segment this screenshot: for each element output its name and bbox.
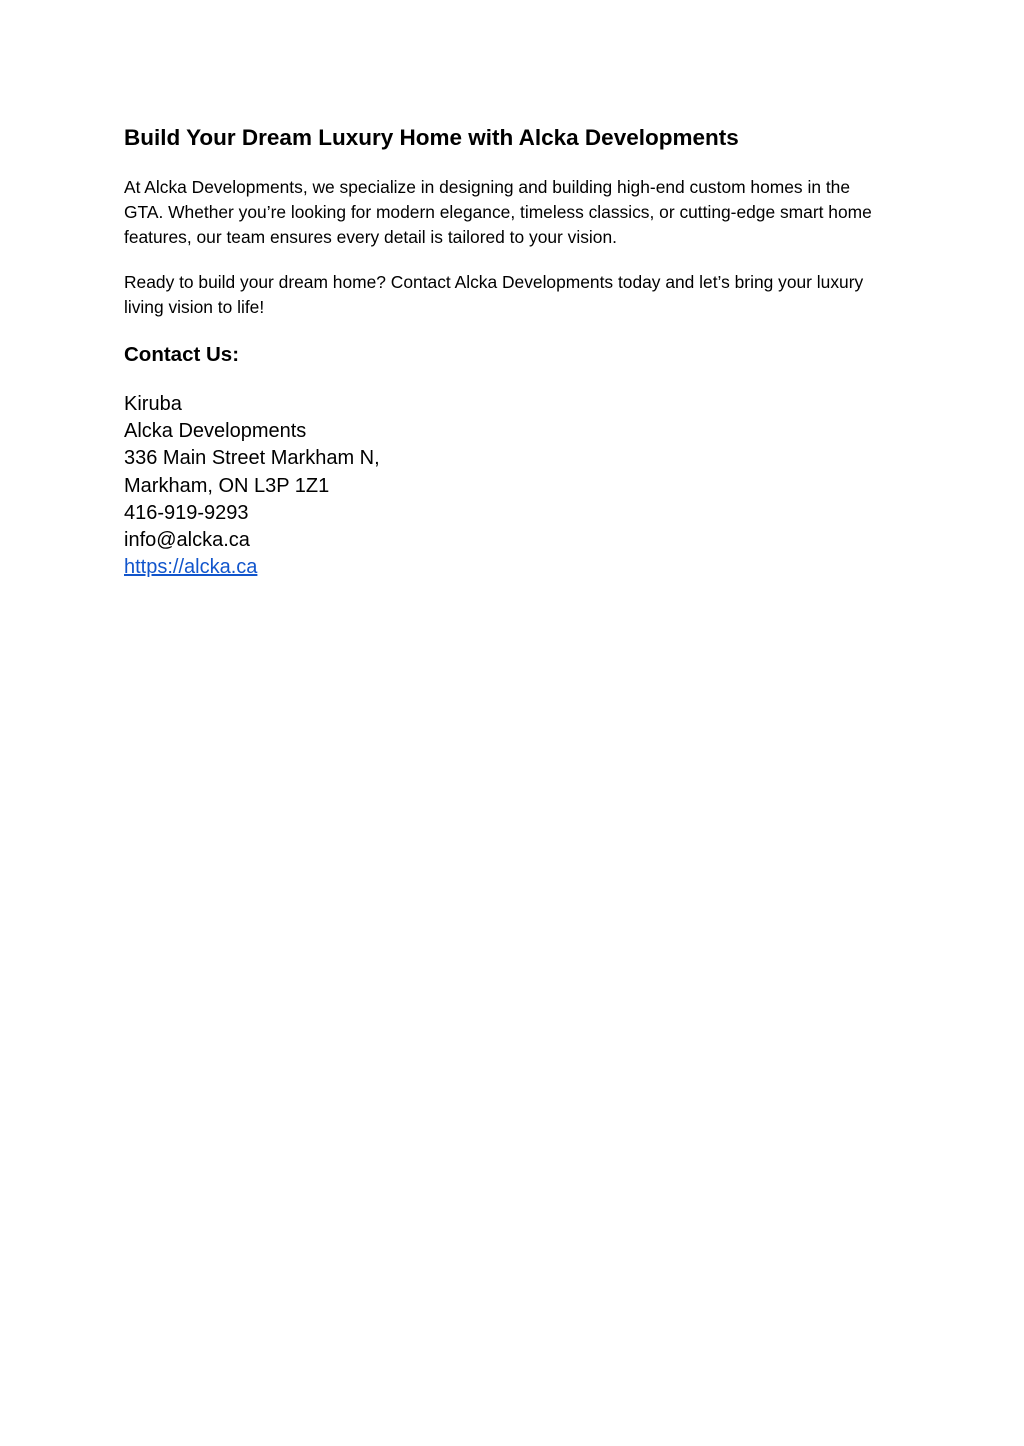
intro-paragraph: At Alcka Developments, we specialize in designing and building high-end custom homes in the GTA. Whether you’re looking for modern elegance, timeless classics, or cutting-edge smart home features, our team ensures every detail is tailored to your vision. <box>124 177 872 247</box>
contact-details <box>124 391 380 581</box>
contact-address-line-1: 336 Main Street Markham N, <box>124 447 380 470</box>
contact-website-item <box>124 554 380 581</box>
website-link[interactable]: https://alcka.ca <box>124 556 258 579</box>
contact-name: Kiruba <box>124 393 182 415</box>
contact-heading: Contact Us: <box>124 343 240 366</box>
contact-address-line-2: Markham, ON L3P 1Z1 <box>124 474 330 497</box>
call-to-action-paragraph: Ready to build your dream home? Contact Alcka Developments today and let’s bring your luxury living vision to life! <box>124 272 864 317</box>
contact-company: Alcka Developments <box>124 420 307 443</box>
document-title: Build Your Dream Luxury Home with Alcka Developments <box>124 125 739 150</box>
contact-email: info@alcka.ca <box>124 529 250 552</box>
contact-phone: 416-919-9293 <box>124 501 249 524</box>
